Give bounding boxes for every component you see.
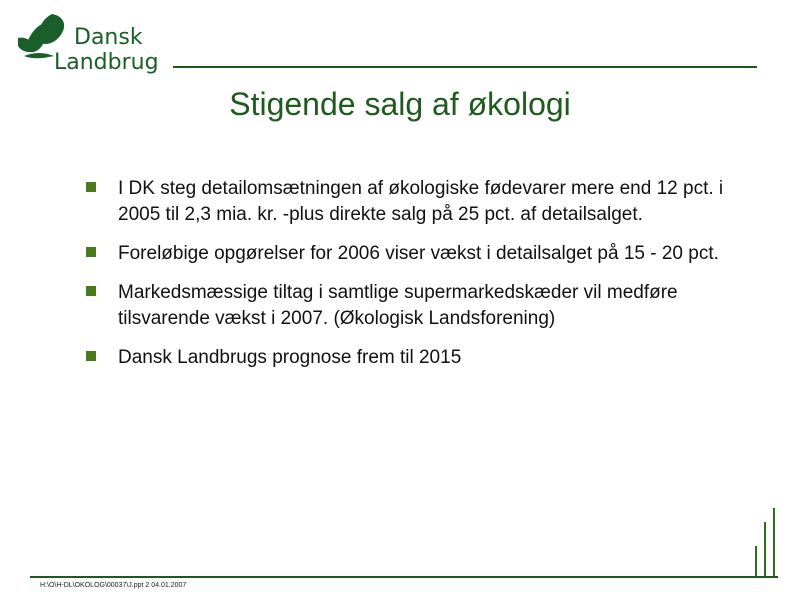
square-bullet-icon bbox=[86, 247, 96, 257]
bullet-text: I DK steg detailomsætningen af økologiske fødevarer mere end 12 pct. i 2005 til 2,3 mia. kr. -plus direkte salg på 25 pct. af detailsalget. bbox=[118, 178, 724, 225]
header-divider bbox=[173, 66, 757, 68]
bullet-item bbox=[86, 280, 746, 332]
square-bullet-icon bbox=[86, 286, 96, 296]
bullet-text: Foreløbige opgørelser for 2006 viser vækst i detailsalget på 15 - 20 pct. bbox=[118, 243, 719, 264]
logo-word-dansk: Dansk bbox=[74, 25, 143, 50]
bullet-item bbox=[86, 176, 746, 228]
footer-file-path: H:\O\H-DL\OKOLOG\00037\J.ppt 2 04.01.2007 bbox=[40, 582, 187, 589]
logo-word-landbrug: Landbrug bbox=[54, 50, 159, 75]
footer-divider bbox=[30, 576, 778, 578]
square-bullet-icon bbox=[86, 182, 96, 192]
bullet-item bbox=[86, 241, 746, 267]
bullet-text: Dansk Landbrugs prognose frem til 2015 bbox=[118, 347, 462, 368]
decorative-bar bbox=[773, 508, 775, 576]
bullet-item bbox=[86, 345, 746, 371]
bullet-text: Markedsmæssige tiltag i samtlige supermarkedskæder vil medføre tilsvarende vækst i 2007. (Økologisk Landsforening) bbox=[118, 282, 678, 329]
decorative-bar bbox=[755, 546, 757, 576]
bullet-list bbox=[86, 176, 746, 384]
decorative-bar bbox=[764, 522, 766, 576]
dansk-landbrug-logo bbox=[14, 12, 174, 82]
slide-title: Stigende salg af økologi bbox=[229, 86, 571, 122]
square-bullet-icon bbox=[86, 351, 96, 361]
